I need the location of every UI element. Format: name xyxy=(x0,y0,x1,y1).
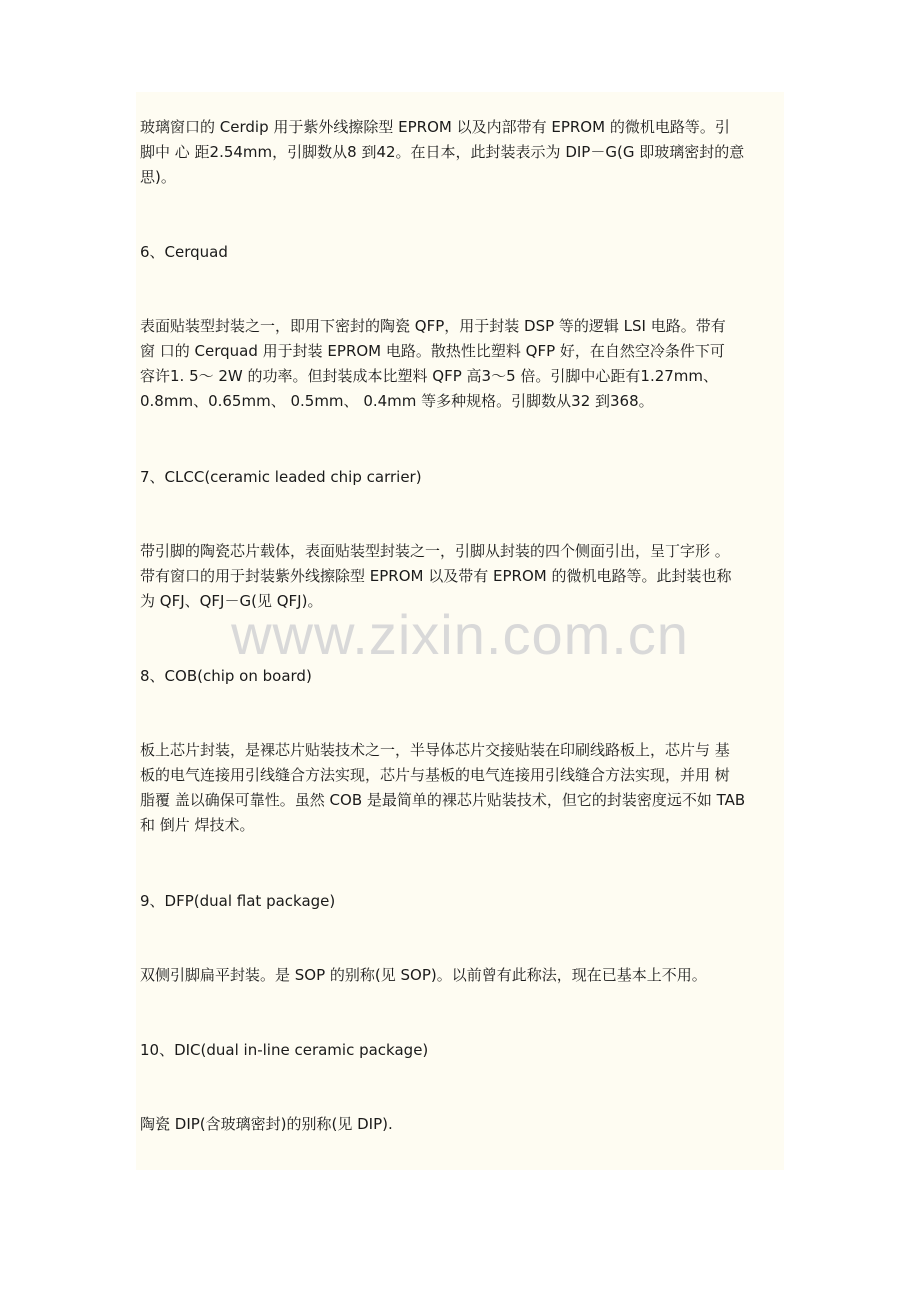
watermark: www.zixin.com.cn xyxy=(231,603,689,666)
paragraph-line: 带引脚的陶瓷芯片载体，表面贴装型封装之一，引脚从封装的四个侧面引出，呈丁字形 。 xyxy=(140,542,730,560)
paragraph-line: 板上芯片封装，是裸芯片贴装技术之一，半导体芯片交接贴装在印刷线路板上，芯片与 基 xyxy=(140,741,730,759)
paragraph-line: 和 倒片 焊技术。 xyxy=(140,816,255,834)
paragraph-line: 窗 口的 Cerquad 用于封装 EPROM 电路。散热性比塑料 QFP 好，在自然空冷条件下可 xyxy=(140,342,725,360)
section-body-cerquad xyxy=(140,314,790,414)
paragraph-line: 思)。 xyxy=(140,168,176,186)
section-heading-clcc: 7、CLCC(ceramic leaded chip carrier) xyxy=(140,468,422,486)
paragraph-line: 带有窗口的用于封装紫外线擦除型 EPROM 以及带有 EPROM 的微机电路等。此封装也称 xyxy=(140,567,732,585)
paragraph-line: 双侧引脚扁平封装。是 SOP 的别称(见 SOP)。以前曾有此称法，现在已基本上不用。 xyxy=(140,966,707,984)
paragraph-line: 陶瓷 DIP(含玻璃密封)的别称(见 DIP). xyxy=(140,1115,393,1133)
section-body-dfp xyxy=(140,963,790,988)
paragraph-line: 板的电气连接用引线缝合方法实现，芯片与基板的电气连接用引线缝合方法实现，并用 树 xyxy=(140,766,730,784)
section-body-cob xyxy=(140,738,790,838)
section-body-dic xyxy=(140,1112,790,1137)
intro-paragraph xyxy=(140,115,790,190)
section-heading-cob: 8、COB(chip on board) xyxy=(140,667,312,685)
section-heading-cerquad: 6、Cerquad xyxy=(140,243,228,261)
paragraph-line: 表面贴装型封装之一，即用下密封的陶瓷 QFP，用于封装 DSP 等的逻辑 LSI 电路。带有 xyxy=(140,317,726,335)
paragraph-line: 容许1. 5～ 2W 的功率。但封装成本比塑料 QFP 高3～5 倍。引脚中心距有1.27mm、 xyxy=(140,367,719,385)
paragraph-line: 为 QFJ、QFJ－G(见 QFJ)。 xyxy=(140,592,323,610)
paragraph-line: 玻璃窗口的 Cerdip 用于紫外线擦除型 EPROM 以及内部带有 EPROM 的微机电路等。引 xyxy=(140,118,730,136)
paragraph-line: 脚中 心 距2.54mm，引脚数从8 到42。在日本，此封装表示为 DIP－G(G 即玻璃密封的意 xyxy=(140,143,745,161)
paragraph-line: 脂覆 盖以确保可靠性。虽然 COB 是最简单的裸芯片贴装技术，但它的封装密度远不如 TAB xyxy=(140,791,746,809)
paragraph-line: 0.8mm、0.65mm、 0.5mm、 0.4mm 等多种规格。引脚数从32 到368。 xyxy=(140,392,654,410)
section-heading-dic: 10、DIC(dual in-line ceramic package) xyxy=(140,1041,429,1059)
section-heading-dfp: 9、DFP(dual flat package) xyxy=(140,892,336,910)
